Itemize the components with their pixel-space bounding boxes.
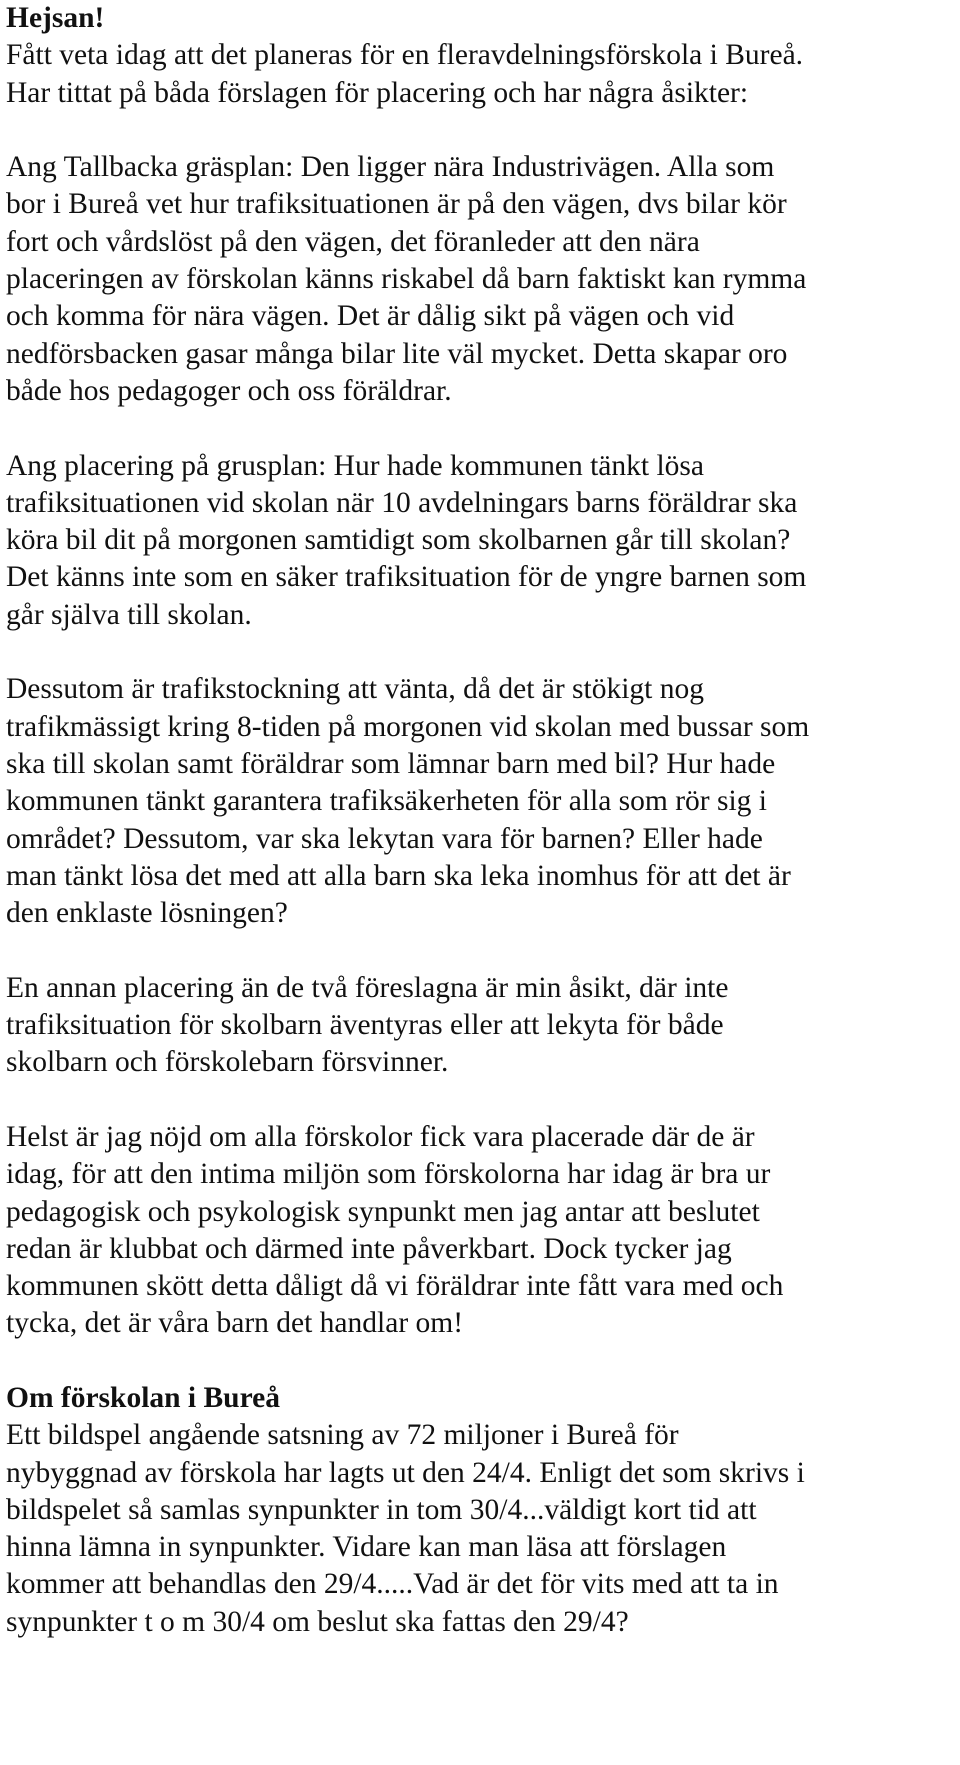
paragraph-helst	[6, 1119, 956, 1343]
paragraph-tallbacka	[6, 149, 956, 410]
paragraph-line: både hos pedagoger och oss föräldrar.	[6, 374, 452, 407]
paragraph-line: ska till skolan samt föräldrar som lämnar barn med bil? Hur hade	[6, 747, 776, 780]
paragraph-gap	[6, 634, 956, 671]
paragraph-grusplan	[6, 448, 956, 634]
paragraph-gap	[6, 112, 956, 149]
paragraph-line: området? Dessutom, var ska lekytan vara för barnen? Eller hade	[6, 822, 763, 855]
section-heading: Om förskolan i Bureå	[6, 1381, 280, 1414]
paragraph-line: trafiksituationen vid skolan när 10 avdelningars barns föräldrar ska	[6, 486, 798, 519]
paragraph-gap	[6, 1343, 956, 1380]
paragraph-gap	[6, 1082, 956, 1119]
paragraph-line: pedagogisk och psykologisk synpunkt men jag antar att beslutet	[6, 1195, 760, 1228]
paragraph-line: Dessutom är trafikstockning att vänta, då det är stökigt nog	[6, 673, 705, 706]
intro-line: Har tittat på båda förslagen för placering och har några åsikter:	[6, 76, 749, 109]
paragraph-annan-placering	[6, 970, 956, 1082]
paragraph-line: tycka, det är våra barn det handlar om!	[6, 1307, 464, 1340]
section-line: nybyggnad av förskola har lagts ut den 24/4. Enligt det som skrivs i	[6, 1456, 805, 1489]
section-line: kommer att behandlas den 29/4.....Vad är det för vits med att ta in	[6, 1568, 779, 1601]
paragraph-line: Det känns inte som en säker trafiksituation för de yngre barnen som	[6, 561, 807, 594]
paragraph-line: trafiksituation för skolbarn äventyras eller att lekyta för både	[6, 1009, 724, 1042]
paragraph-line: placeringen av förskolan känns riskabel då barn faktiskt kan rymma	[6, 263, 807, 296]
paragraph-line: bor i Bureå vet hur trafiksituationen är på den vägen, dvs bilar kör	[6, 188, 787, 221]
paragraph-gap	[6, 932, 956, 969]
paragraph-line: kommunen tänkt garantera trafiksäkerheten för alla som rör sig i	[6, 785, 767, 818]
document-page	[6, 0, 956, 1641]
paragraph-line: idag, för att den intima miljön som förskolorna har idag är bra ur	[6, 1158, 771, 1191]
paragraph-line: går själva till skolan.	[6, 598, 252, 631]
section-forskolan	[6, 1380, 956, 1641]
paragraph-line: den enklaste lösningen?	[6, 897, 288, 930]
section-line: bildspelet så samlas synpunkter in tom 30/4...väldigt kort tid att	[6, 1493, 757, 1526]
paragraph-line: trafikmässigt kring 8-tiden på morgonen vid skolan med bussar som	[6, 710, 810, 743]
section-line: synpunkter t o m 30/4 om beslut ska fattas den 29/4?	[6, 1605, 629, 1638]
paragraph-line: kommunen skött detta dåligt då vi föräldrar inte fått vara med och	[6, 1270, 784, 1303]
paragraph-line: och komma för nära vägen. Det är dålig sikt på vägen och vid	[6, 300, 735, 333]
paragraph-trafikstockning	[6, 671, 956, 932]
paragraph-line: man tänkt lösa det med att alla barn ska leka inomhus för att det är	[6, 859, 791, 892]
paragraph-line: En annan placering än de två föreslagna är min åsikt, där inte	[6, 971, 729, 1004]
intro-line: Fått veta idag att det planeras för en fleravdelningsförskola i Bureå.	[6, 39, 804, 72]
section-line: hinna lämna in synpunkter. Vidare kan man läsa att förslagen	[6, 1531, 727, 1564]
paragraph-line: nedförsbacken gasar många bilar lite väl mycket. Detta skapar oro	[6, 337, 788, 370]
paragraph-line: Ang placering på grusplan: Hur hade kommunen tänkt lösa	[6, 449, 704, 482]
paragraph-gap	[6, 410, 956, 447]
paragraph-line: köra bil dit på morgonen samtidigt som skolbarnen går till skolan?	[6, 524, 791, 557]
paragraph-line: redan är klubbat och därmed inte påverkbart. Dock tycker jag	[6, 1232, 732, 1265]
paragraph-line: Helst är jag nöjd om alla förskolor fick vara placerade där de är	[6, 1120, 755, 1153]
section-line: Ett bildspel angående satsning av 72 miljoner i Bureå för	[6, 1419, 679, 1452]
paragraph-line: fort och vårdslöst på den vägen, det föranleder att den nära	[6, 225, 700, 258]
greeting-heading: Hejsan!	[6, 2, 105, 34]
paragraph-line: Ang Tallbacka gräsplan: Den ligger nära Industrivägen. Alla som	[6, 151, 775, 184]
paragraph-line: skolbarn och förskolebarn försvinner.	[6, 1046, 449, 1079]
